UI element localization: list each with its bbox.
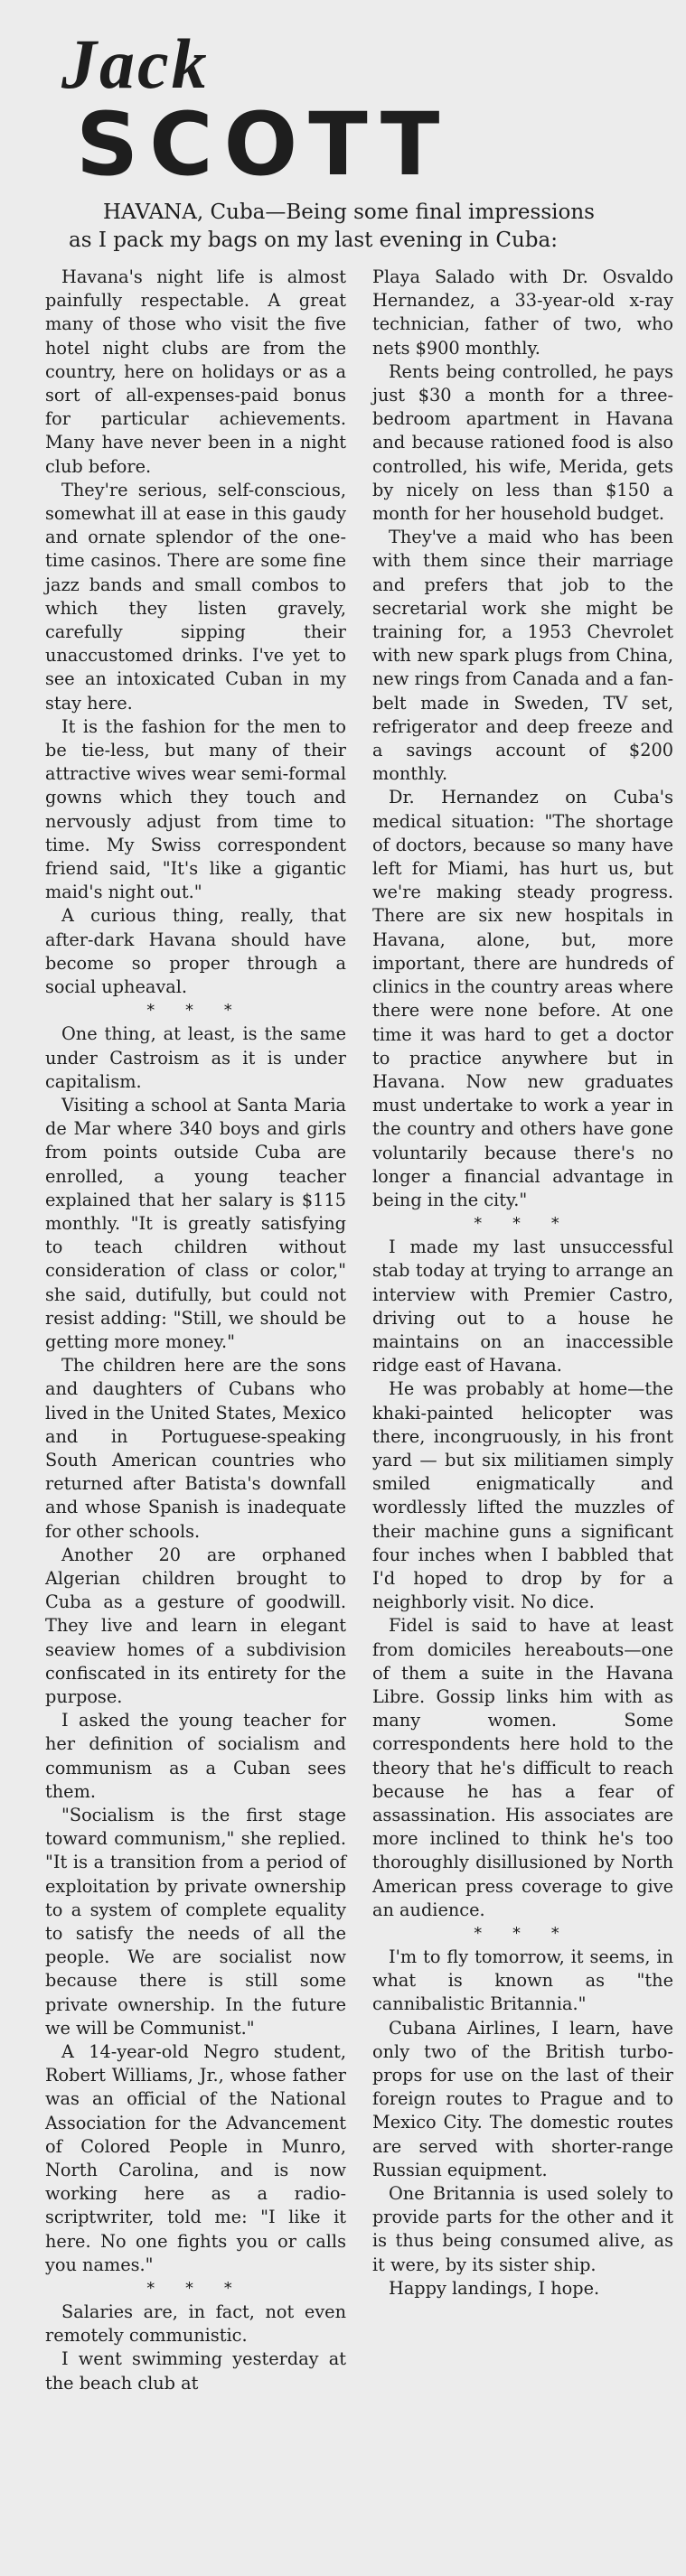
paragraph: He was probably at home—the khaki-painted helicopter was there, incongruously, in his front yard — but six militiamen simply smiled enigmatically and wordlessly lifted the muzzles of their machine guns a significant four inches when I babbled that I'd hoped to drop by for a neighborly visit. No dice.	[372, 1378, 673, 1613]
paragraph: Visiting a school at Santa Maria de Mar where 340 boys and girls from points outside Cuba are enrolled, a young teacher explained that her salary is $115 monthly. "It is greatly satisfying to teach children without consideration of class or color," she said, dutifully, but could not resist adding: "Still, we should be getting more money."	[45, 1094, 346, 1352]
paragraph: Fidel is said to have at least from domiciles hereabouts—one of them a suite in the Havana Libre. Gossip links him with as many women. Some correspondents here hold to the theory that he's difficult to reach because he has a fear of assassination. His associates are more inclined to think he's too thoroughly disillusioned by North American press coverage to give an audience.	[372, 1615, 673, 1920]
paragraph: It is the fashion for the men to be tie-less, but many of their attractive wives wear semi-formal gowns which they touch and nervously adjust from time to time. My Swiss correspondent friend said, "It's like a gigantic maid's night out."	[45, 715, 346, 903]
paragraph: Playa Salado with Dr. Osvaldo Hernandez, a 33-year-old x-ray technician, father of two, who nets $900 monthly.	[372, 266, 673, 359]
article-body	[43, 266, 673, 2395]
paragraph: A 14-year-old Negro student, Robert Williams, Jr., whose father was an official of the National Association for the Advancement of Colored People in Munro, North Carolina, and is now working here as a radio-scriptwriter, told me: "I like it here. No one fights you or calls you names."	[45, 2041, 346, 2275]
paragraph: "Socialism is the first stage toward communism," she replied. "It is a transition from a period of exploitation by private ownership to a system of complete equality to satisfy the needs of all the people. We are socialist now because there is still some private ownership. In the future we will be Communist."	[45, 1805, 346, 2039]
paragraph: Dr. Hernandez on Cuba's medical situation: "The shortage of doctors, because so many have left for Miami, has hurt us, but we're making steady progress. There are six new hospitals in Havana, alone, but, more important, there are hundreds of clinics in the country areas where there were none before. At one time it was hard to get a doctor to practice anywhere but in Havana. Now new graduates must undertake to work a year in the country and others have gone voluntarily because there's no longer a financial advantage in being in the city."	[372, 787, 673, 1210]
paragraph: Another 20 are orphaned Algerian children brought to Cuba as a gesture of goodwill. They live and learn in elegant seaview homes of a subdivision confiscated in its entirety for the purpose.	[45, 1544, 346, 1707]
paragraph: The children here are the sons and daughters of Cubans who lived in the United States, Mexico and in Portuguese-speaking South American countries who returned after Batista's downfall and whose Spanish is inadequate for other schools.	[45, 1355, 346, 1542]
section-divider: * * *	[474, 1214, 572, 1234]
paragraph: Happy landings, I hope.	[389, 2277, 600, 2299]
paragraph: I asked the young teacher for her definition of socialism and communism as a Cuban sees them.	[45, 1710, 346, 1802]
paragraph: Cubana Airlines, I learn, have only two of the British turbo-props for use on the last of their foreign routes to Prague and to Mexico City. The domestic routes are served with shorter-range Russian equipment.	[372, 2017, 673, 2180]
paragraph: A curious thing, really, that after-dark Havana should have become so proper through a social upheaval.	[45, 905, 346, 998]
paragraph: Salaries are, in fact, not even remotely communistic.	[45, 2301, 346, 2347]
paragraph: I went swimming yesterday at the beach club at	[45, 2348, 346, 2394]
paragraph: I'm to fly tomorrow, it seems, in what is known as "the cannibalistic Britannia."	[372, 1946, 673, 2015]
paragraph: Rents being controlled, he pays just $30 a month for a three-bedroom apartment in Havana and because rationed food is also controlled, his wife, Merida, gets by nicely on less than $150 a month for her household budget.	[372, 360, 673, 525]
paragraph: They're serious, self-conscious, somewhat ill at ease in this gaudy and ornate splendor of the one-time casinos. There are some fine jazz bands and small combos to which they listen gravely, carefully sipping their unaccustomed drinks. I've yet to see an intoxicated Cuban in my stay here.	[45, 479, 346, 714]
dateline-lead	[69, 199, 673, 255]
paragraph: I made my last unsuccessful stab today at trying to arrange an interview with Premier Castro, driving out to a house he maintains on an inaccessible ridge east of Havana.	[372, 1237, 673, 1377]
section-divider: * * *	[474, 1924, 572, 1944]
lead-line-2: as I pack my bags on my last evening in Cuba:	[69, 229, 558, 252]
byline-last-name: SCOTT	[76, 94, 451, 195]
right-column	[372, 266, 673, 2395]
lead-line-1: HAVANA, Cuba—Being some final impressions	[103, 201, 595, 224]
left-column	[45, 266, 346, 2395]
paragraph: They've a maid who has been with them since their marriage and prefers that job to the secretarial work she might be training for, a 1953 Chevrolet with new spark plugs from China, new rings from Canada and a fan-belt made in Sweden, TV set, refrigerator and deep freeze and a savings account of $200 monthly.	[372, 527, 673, 785]
section-divider: * * *	[146, 2279, 245, 2299]
paragraph: One thing, at least, is the same under Castroism as it is under capitalism.	[45, 1023, 346, 1092]
paragraph: Havana's night life is almost painfully respectable. A great many of those who visit the five hotel night clubs are from the country, here on holidays or as a sort of all-expenses-paid bonus for particular achievements. Many have never been in a night club before.	[45, 266, 346, 477]
byline-first-name: Jack	[61, 24, 210, 103]
paragraph: One Britannia is used solely to provide parts for the other and it is thus being consumed alive, as it were, by its sister ship.	[372, 2183, 673, 2275]
section-divider: * * *	[146, 1001, 245, 1021]
